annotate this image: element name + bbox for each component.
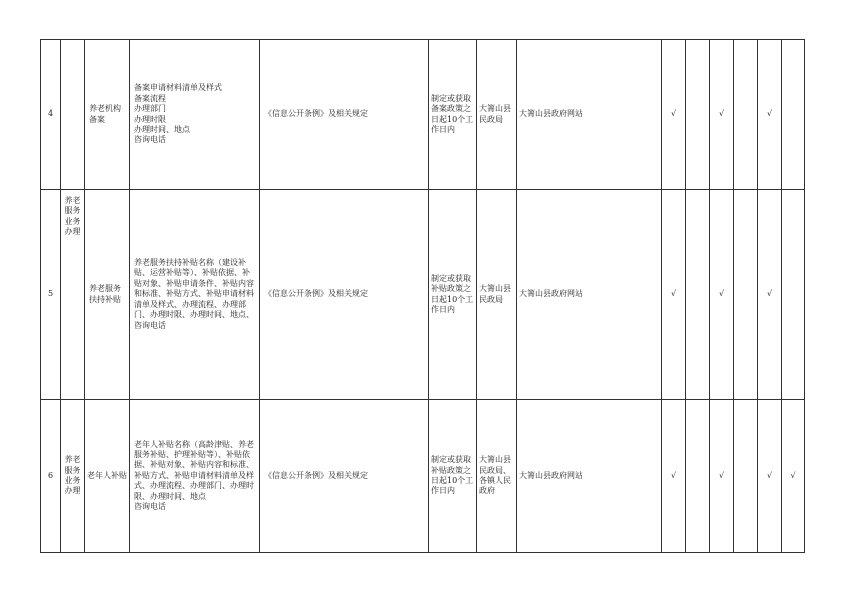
check-mark [734,40,758,190]
channel-cell: 大箐山县政府网站 [517,190,662,400]
item-cell: 养老服务扶持补贴 [85,190,130,400]
item-cell: 老年人补贴 [85,400,130,553]
table-row [41,190,805,400]
check-mark: √ [662,190,686,400]
check-mark [686,40,710,190]
subject-cell: 大箐山县民政局、各镇人民政府 [477,400,517,553]
row-number: 5 [41,190,61,400]
check-mark [734,400,758,553]
check-mark: √ [758,40,782,190]
category-cell: 养老服务业务办理 [61,190,85,400]
row-number: 4 [41,40,61,190]
category-cell [61,40,85,190]
disclosure-table [40,39,805,553]
channel-cell: 大箐山县政府网站 [517,40,662,190]
timelimit-cell: 制定或获取补贴政策之日起10个工作日内 [429,190,477,400]
content-cell: 老年人补贴名称（高龄津贴、养老服务补贴、护理补贴等）、补贴依据、补贴对象、补贴内容和标准、补贴方式、补贴申请材料清单及样式、办理流程、办理部门、办理时限、办理时间、地点 咨询电话 [130,400,260,553]
timelimit-cell: 制定或获取补贴政策之日起10个工作日内 [429,400,477,553]
channel-cell: 大箐山县政府网站 [517,400,662,553]
content-cell: 备案申请材料清单及样式 备案流程 办理部门 办理时限 办理时间、地点 咨询电话 [130,40,260,190]
basis-cell: 《信息公开条例》及相关规定 [260,190,429,400]
subject-cell: 大箐山县民政局 [477,40,517,190]
check-mark: √ [782,400,805,553]
check-mark [686,190,710,400]
check-mark [782,190,805,400]
basis-cell: 《信息公开条例》及相关规定 [260,40,429,190]
check-mark [782,40,805,190]
check-mark: √ [710,40,734,190]
subject-cell: 大箐山县民政局 [477,190,517,400]
check-mark: √ [662,400,686,553]
check-mark: √ [758,400,782,553]
check-mark [686,400,710,553]
item-cell: 养老机构备案 [85,40,130,190]
check-mark: √ [710,400,734,553]
timelimit-cell: 制定或获取备案政策之日起10个工作日内 [429,40,477,190]
check-mark: √ [662,40,686,190]
check-mark: √ [758,190,782,400]
basis-cell: 《信息公开条例》及相关规定 [260,400,429,553]
category-cell: 养老服务业务办理 [61,400,85,553]
check-mark: √ [710,190,734,400]
check-mark [734,190,758,400]
row-number: 6 [41,400,61,553]
table-row [41,40,805,190]
table-row [41,400,805,553]
content-cell: 养老服务扶持补贴名称（建设补贴、运营补贴等）、补贴依据、补贴对象、补贴申请条件、补贴内容和标准、补贴方式、补贴申请材料清单及样式、办理流程、办理部门、办理时限、办理时间、地点、咨询电话 [130,190,260,400]
